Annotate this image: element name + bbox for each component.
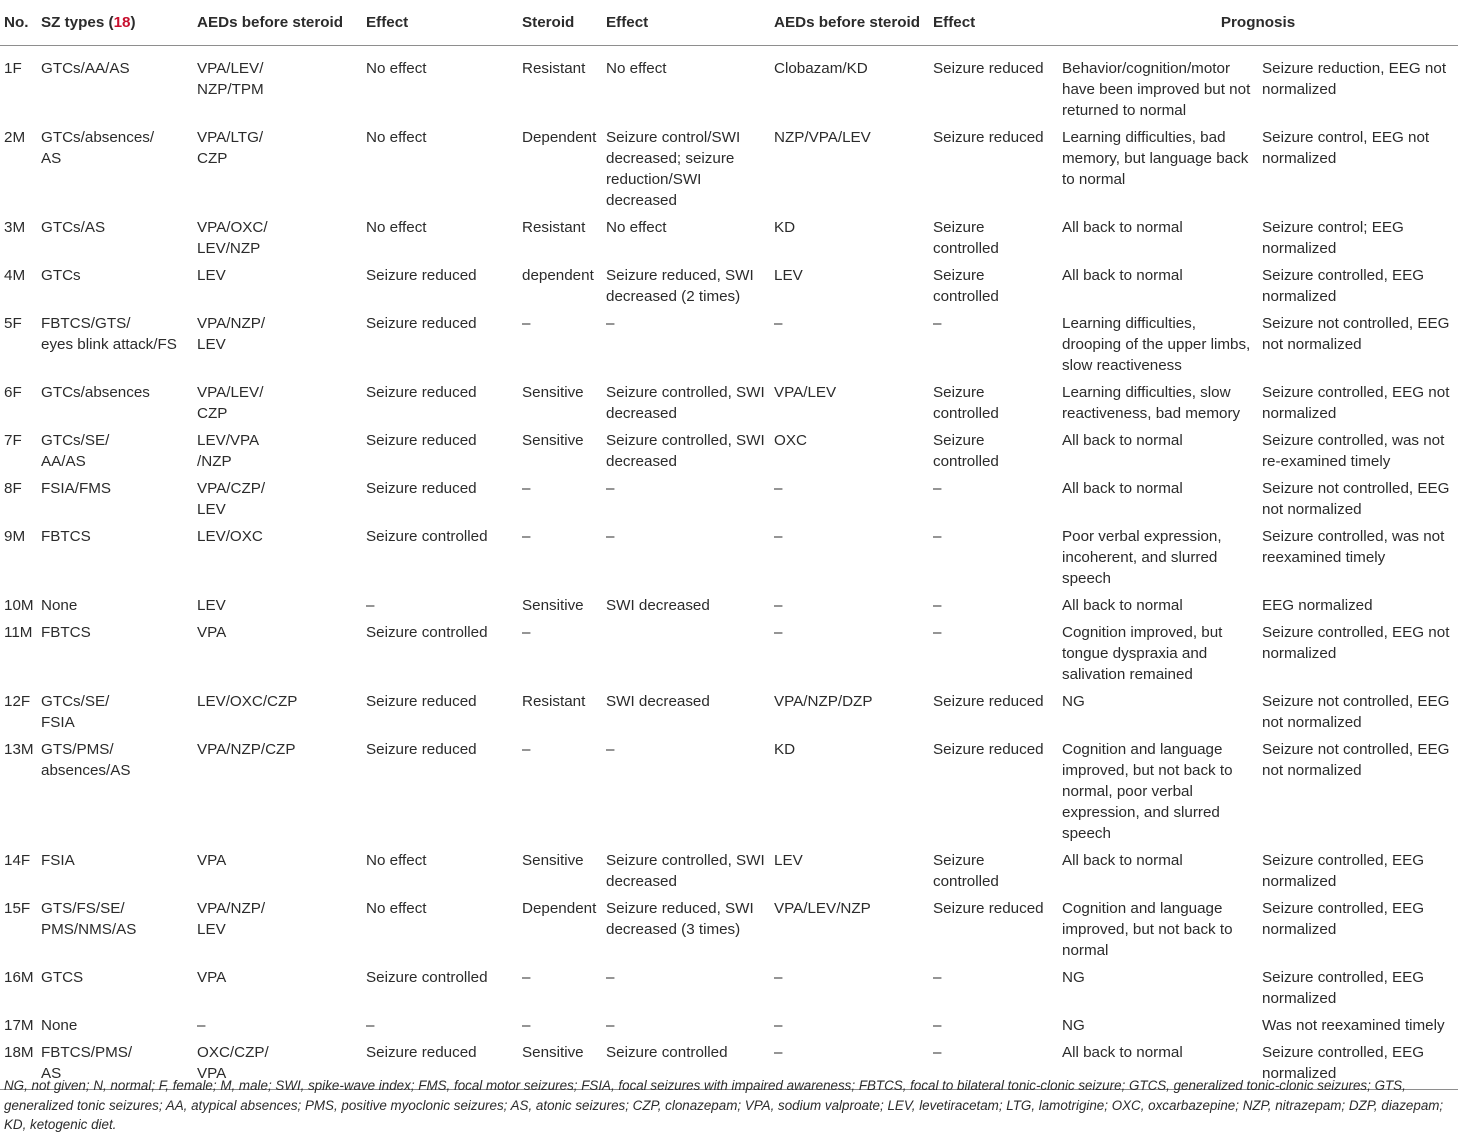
cell-prognosis-seizure-eeg: Seizure controlled, was not re-examined timely [1262, 432, 1445, 470]
table-row [0, 263, 1458, 311]
cell-steroid-effect [602, 620, 770, 689]
cell-aeds-before-steroid: – [197, 1017, 206, 1034]
cell-seizure-types: GTS/PMS/ absences/AS [41, 741, 131, 779]
cell-steroid-response: Sensitive [518, 1040, 602, 1090]
header-effect: Effect [362, 0, 518, 46]
cell-steroid-response: – [522, 624, 531, 641]
table-row [0, 215, 1458, 263]
table-row [0, 428, 1458, 476]
cell-aeds-after-steroid: LEV [774, 267, 803, 284]
cell-steroid-response: – [522, 741, 531, 758]
cell-prognosis-seizure-eeg: Seizure controlled, EEG normalized [1262, 969, 1425, 1007]
cell-steroid-effect: Seizure reduced, SWI decreased (3 times) [606, 900, 754, 938]
cell-aed-effect: No effect [366, 219, 427, 236]
cell-prognosis-development: Poor verbal expression, incoherent, and slurred speech [1062, 528, 1222, 587]
cell-aeds-after-steroid: – [774, 480, 783, 497]
cell-steroid-effect: – [606, 528, 615, 545]
table-row [0, 1013, 1458, 1040]
cell-aeds-before-steroid: VPA/NZP/ LEV [197, 315, 266, 353]
cell-aeds-after-steroid: – [774, 597, 783, 614]
cell-prognosis-development: NG [1062, 1017, 1085, 1034]
cell-aeds-after-steroid: LEV [774, 852, 803, 869]
cell-seizure-types: GTS/FS/SE/ PMS/NMS/AS [41, 900, 137, 938]
cell-aeds-after-steroid: VPA/NZP/DZP [774, 693, 873, 710]
cell-seizure-types: FBTCS/PMS/ AS [37, 1040, 193, 1090]
cell-aed-effect: No effect [366, 129, 427, 146]
cell-aeds-after-steroid: NZP/VPA/LEV [774, 129, 871, 146]
cell-prognosis-development: NG [1062, 969, 1085, 986]
table-body [0, 46, 1458, 1090]
cell-case-id: 6F [4, 384, 22, 401]
cell-later-effect: – [929, 1040, 1058, 1090]
cell-later-effect: – [933, 480, 942, 497]
cell-aeds-before-steroid: VPA [197, 852, 227, 869]
header-sz-types-close: ) [130, 14, 136, 31]
cell-seizure-types: GTCs [41, 267, 81, 284]
cell-prognosis-development: All back to normal [1062, 219, 1183, 236]
cell-prognosis-seizure-eeg: EEG normalized [1262, 597, 1373, 614]
cell-aeds-after-steroid: – [774, 528, 783, 545]
cell-prognosis-development: Learning difficulties, drooping of the upper limbs, slow reactiveness [1062, 315, 1251, 374]
cell-prognosis-development: All back to normal [1058, 1040, 1258, 1090]
cell-case-id: 2M [4, 129, 26, 146]
cell-prognosis-development: All back to normal [1062, 852, 1183, 869]
cell-steroid-response: – [522, 315, 531, 332]
cell-seizure-types: FBTCS [41, 624, 91, 641]
cell-aed-effect: No effect [366, 60, 427, 77]
cell-prognosis-development: All back to normal [1062, 480, 1183, 497]
reference-link[interactable]: 18 [113, 14, 131, 31]
cell-prognosis-development: Cognition and language improved, but not back to normal [1062, 900, 1233, 959]
table-row [0, 524, 1458, 593]
cell-steroid-effect: SWI decreased [606, 597, 710, 614]
cell-aeds-after-steroid: – [770, 1040, 929, 1090]
cell-prognosis-seizure-eeg: Seizure control; EEG normalized [1262, 219, 1404, 257]
cell-prognosis-seizure-eeg: Seizure controlled, EEG not normalized [1262, 624, 1450, 662]
table-footnote: NG, not given; N, normal; F, female; M, male; SWI, spike-wave index; FMS, focal motor seizures; FSIA, focal seizures with impaired awareness; FBTCS, focal to bilateral tonic-clonic seizure; GTCS, generalized tonic-clonic seizures; GTS, generalized tonic seizures; AA, atypical absences; PMS, positive myoclonic seizures; AS, atonic seizures; CZP, clonazepam; VPA, sodium valproate; LEV, levetiracetam; LTG, lamotrigine; OXC, oxcarbazepine; NZP, nitrazepam; DZP, diazepam; KD, ketogenic diet. [4, 1078, 1444, 1132]
cell-aeds-before-steroid: OXC/CZP/ VPA [193, 1040, 362, 1090]
header-steroid-effect: Effect [602, 0, 770, 46]
table-row [0, 311, 1458, 380]
cell-steroid-response: – [522, 969, 531, 986]
cell-steroid-response: Sensitive [522, 597, 584, 614]
cell-aed-effect: Seizure controlled [366, 528, 488, 545]
cell-steroid-effect: Seizure reduced, SWI decreased (2 times) [606, 267, 754, 305]
header-aeds-before-steroid: AEDs before steroid [193, 0, 362, 46]
table-row [0, 848, 1458, 896]
cell-prognosis-development: Behavior/cognition/motor have been improved but not returned to normal [1062, 60, 1251, 119]
cell-case-id: 9M [4, 528, 26, 545]
cell-steroid-response: dependent [522, 267, 594, 284]
cell-aeds-before-steroid: VPA/LEV/ NZP/TPM [197, 60, 264, 98]
table-row [0, 593, 1458, 620]
cell-aeds-before-steroid: VPA/OXC/ LEV/NZP [197, 219, 268, 257]
cell-steroid-response: Resistant [522, 219, 586, 236]
cell-aeds-before-steroid: VPA/CZP/ LEV [197, 480, 266, 518]
cell-later-effect: Seizure controlled [933, 267, 999, 305]
cell-prognosis-seizure-eeg: Seizure not controlled, EEG not normalized [1262, 693, 1450, 731]
cell-steroid-effect: – [606, 969, 615, 986]
cell-aeds-before-steroid: LEV/VPA /NZP [197, 432, 260, 470]
cell-case-id: 13M [4, 741, 34, 758]
cell-aeds-before-steroid: VPA [197, 624, 227, 641]
cell-steroid-response: – [522, 528, 531, 545]
cell-case-id: 7F [4, 432, 22, 449]
cell-case-id: 5F [4, 315, 22, 332]
cell-prognosis-seizure-eeg: Seizure controlled, EEG normalized [1262, 852, 1425, 890]
cell-later-effect: Seizure controlled [933, 219, 999, 257]
cell-prognosis-seizure-eeg: Seizure not controlled, EEG not normalized [1262, 315, 1450, 353]
cell-prognosis-development: Cognition improved, but tongue dyspraxia and salivation remained [1062, 624, 1223, 683]
cell-later-effect: Seizure reduced [933, 741, 1044, 758]
cell-aed-effect: Seizure controlled [366, 624, 488, 641]
cell-steroid-effect: Seizure controlled, SWI decreased [606, 852, 765, 890]
cell-aed-effect: Seizure reduced [366, 693, 477, 710]
cell-later-effect: – [933, 315, 942, 332]
cell-later-effect: – [933, 969, 942, 986]
cell-steroid-effect: – [606, 741, 615, 758]
cell-steroid-response: Sensitive [522, 852, 584, 869]
cell-later-effect: – [933, 528, 942, 545]
cell-seizure-types: GTCS [41, 969, 84, 986]
cell-aeds-after-steroid: OXC [774, 432, 807, 449]
cell-aed-effect: – [366, 1017, 375, 1034]
cell-aed-effect: Seizure reduced [366, 480, 477, 497]
table-row [0, 737, 1458, 848]
cell-steroid-effect: – [606, 315, 615, 332]
cell-prognosis-seizure-eeg: Seizure controlled, EEG normalized [1262, 267, 1425, 305]
cell-aed-effect: Seizure reduced [366, 741, 477, 758]
cell-aeds-after-steroid: VPA/LEV/NZP [774, 900, 871, 917]
cell-seizure-types: FSIA [41, 852, 75, 869]
cell-steroid-effect: SWI decreased [606, 693, 710, 710]
cell-steroid-effect: Seizure controlled [602, 1040, 770, 1090]
cell-prognosis-development: Learning difficulties, slow reactiveness, bad memory [1062, 384, 1241, 422]
header-sz-types-text: SZ types ( [41, 14, 114, 31]
cell-aeds-before-steroid: LEV [197, 267, 226, 284]
cell-steroid-response: Sensitive [522, 384, 584, 401]
cell-aed-effect: Seizure reduced [366, 315, 477, 332]
cell-steroid-response: Resistant [522, 60, 586, 77]
cell-case-id: 1F [4, 60, 22, 77]
table-row [0, 46, 1458, 126]
table-row [0, 896, 1458, 965]
table-row [0, 380, 1458, 428]
header-no: No. [0, 0, 37, 46]
cell-steroid-effect: Seizure control/SWI decreased; seizure reduction/SWI decreased [606, 129, 741, 209]
cell-steroid-response: Resistant [522, 693, 586, 710]
cell-seizure-types: FBTCS/GTS/ eyes blink attack/FS [41, 315, 177, 353]
cell-prognosis-seizure-eeg: Seizure controlled, EEG normalized [1258, 1040, 1458, 1090]
cell-prognosis-development: Learning difficulties, bad memory, but language back to normal [1062, 129, 1249, 188]
cell-seizure-types: FBTCS [41, 528, 91, 545]
table-row [0, 476, 1458, 524]
cell-seizure-types: None [41, 597, 78, 614]
cell-aeds-after-steroid: KD [774, 741, 796, 758]
cell-later-effect: Seizure controlled [933, 432, 999, 470]
cell-case-id: 10M [4, 597, 34, 614]
table-row [0, 689, 1458, 737]
cell-case-id: 8F [4, 480, 22, 497]
cell-prognosis-seizure-eeg: Seizure controlled, was not reexamined timely [1262, 528, 1445, 566]
cell-aed-effect: Seizure reduced [362, 1040, 518, 1090]
cell-aeds-before-steroid: VPA/LTG/ CZP [197, 129, 264, 167]
cell-steroid-response: – [522, 480, 531, 497]
cell-later-effect: Seizure reduced [933, 129, 1044, 146]
cell-aeds-after-steroid: – [774, 624, 783, 641]
cell-seizure-types: GTCs/absences/ AS [41, 129, 155, 167]
table-row [0, 125, 1458, 215]
cell-aed-effect: – [366, 597, 375, 614]
cell-case-id: 14F [4, 852, 31, 869]
cell-steroid-response: Dependent [522, 900, 597, 917]
cell-aeds-before-steroid: VPA [197, 969, 227, 986]
cell-steroid-response: Dependent [522, 129, 597, 146]
cell-later-effect: – [933, 1017, 942, 1034]
cell-prognosis-seizure-eeg: Seizure reduction, EEG not normalized [1262, 60, 1447, 98]
cell-prognosis-development: NG [1062, 693, 1085, 710]
cell-prognosis-seizure-eeg: Seizure not controlled, EEG not normalized [1262, 480, 1450, 518]
cell-later-effect: – [933, 597, 942, 614]
cell-later-effect: – [933, 624, 942, 641]
cell-seizure-types: GTCs/SE/ FSIA [41, 693, 110, 731]
cell-seizure-types: FSIA/FMS [41, 480, 112, 497]
cell-steroid-response: – [522, 1017, 531, 1034]
cell-steroid-effect: – [606, 1017, 615, 1034]
header-sz-types [37, 0, 193, 46]
cell-aeds-before-steroid: LEV/OXC [197, 528, 263, 545]
cell-later-effect: Seizure controlled [933, 852, 999, 890]
cell-prognosis-seizure-eeg: Seizure controlled, EEG not normalized [1262, 384, 1450, 422]
cell-steroid-effect: No effect [606, 219, 667, 236]
cell-aed-effect: No effect [366, 900, 427, 917]
cell-aeds-after-steroid: KD [774, 219, 796, 236]
cell-prognosis-seizure-eeg: Was not reexamined timely [1262, 1017, 1445, 1034]
cell-aeds-after-steroid: VPA/LEV [774, 384, 837, 401]
cell-steroid-effect: Seizure controlled, SWI decreased [606, 432, 765, 470]
cell-steroid-effect: – [606, 480, 615, 497]
table-row [0, 965, 1458, 1013]
cell-later-effect: Seizure reduced [933, 900, 1044, 917]
header-later-effect: Effect [929, 0, 1058, 46]
cell-case-id: 12F [4, 693, 31, 710]
cell-aeds-after-steroid: Clobazam/KD [774, 60, 868, 77]
cell-prognosis-development: Cognition and language improved, but not back to normal, poor verbal expression, and slurred speech [1062, 741, 1233, 842]
header-prognosis: Prognosis [1058, 0, 1458, 46]
cell-prognosis-seizure-eeg: Seizure not controlled, EEG not normalized [1262, 741, 1450, 779]
cell-steroid-effect: No effect [606, 60, 667, 77]
cell-seizure-types: GTCs/absences [41, 384, 150, 401]
cell-seizure-types: GTCs/SE/ AA/AS [41, 432, 110, 470]
cell-seizure-types: GTCs/AS [41, 219, 106, 236]
header-aeds-after-steroid: AEDs before steroid [770, 0, 929, 46]
table-row [0, 620, 1458, 689]
header-steroid: Steroid [518, 0, 602, 46]
cell-aed-effect: Seizure reduced [366, 432, 477, 449]
cell-aed-effect: No effect [366, 852, 427, 869]
cell-aeds-after-steroid: – [774, 969, 783, 986]
cell-case-id: 11M [4, 624, 33, 641]
cell-aeds-before-steroid: VPA/NZP/CZP [197, 741, 296, 758]
cell-steroid-effect: Seizure controlled, SWI decreased [606, 384, 765, 422]
cell-seizure-types: None [41, 1017, 78, 1034]
cell-aeds-before-steroid: VPA/NZP/ LEV [197, 900, 266, 938]
cell-prognosis-development: All back to normal [1062, 597, 1183, 614]
cell-later-effect: Seizure reduced [933, 60, 1044, 77]
cell-aed-effect: Seizure reduced [366, 384, 477, 401]
cell-later-effect: Seizure reduced [933, 693, 1044, 710]
cell-aeds-after-steroid: – [774, 1017, 783, 1034]
cell-later-effect: Seizure controlled [933, 384, 999, 422]
cell-aed-effect: Seizure reduced [366, 267, 477, 284]
cell-aeds-before-steroid: LEV/OXC/CZP [197, 693, 298, 710]
cell-prognosis-seizure-eeg: Seizure controlled, EEG normalized [1262, 900, 1425, 938]
header-row [0, 0, 1458, 46]
cell-aeds-after-steroid: – [774, 315, 783, 332]
cell-seizure-types: GTCs/AA/AS [41, 60, 130, 77]
cell-case-id: 17M [4, 1017, 34, 1034]
cell-aeds-before-steroid: VPA/LEV/ CZP [197, 384, 264, 422]
cell-case-id: 15F [4, 900, 31, 917]
cell-case-id: 4M [4, 267, 26, 284]
cell-aeds-before-steroid: LEV [197, 597, 226, 614]
cell-aed-effect: Seizure controlled [366, 969, 488, 986]
cell-case-id: 18M [0, 1040, 37, 1090]
cell-prognosis-development: All back to normal [1062, 267, 1183, 284]
cell-case-id: 16M [4, 969, 34, 986]
cell-prognosis-seizure-eeg: Seizure control, EEG not normalized [1262, 129, 1430, 167]
cell-prognosis-development: All back to normal [1062, 432, 1183, 449]
cell-steroid-response: Sensitive [522, 432, 584, 449]
cell-case-id: 3M [4, 219, 26, 236]
